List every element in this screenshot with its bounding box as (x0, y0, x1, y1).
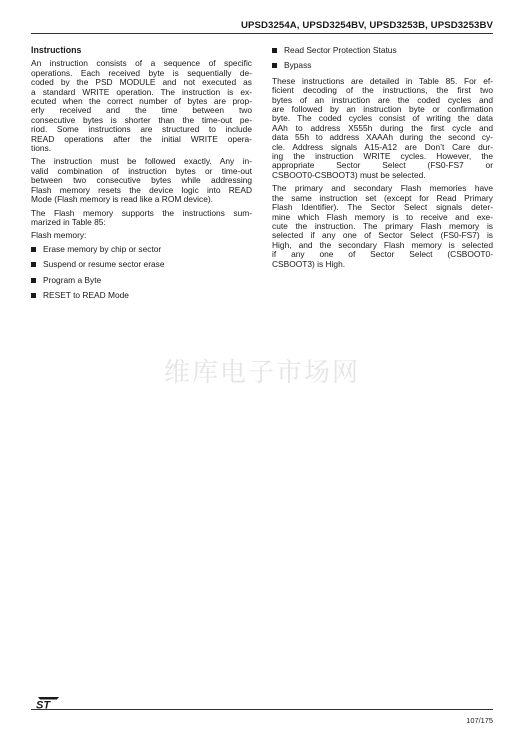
left-column (31, 46, 252, 306)
st-logo-text: ST (36, 699, 51, 709)
text-line: These instructions are detailed in Table 85. For ef- (272, 75, 493, 86)
right-column (272, 46, 493, 273)
text-line: mine which Flash memory is to receive and exe- (272, 211, 493, 222)
text-line: bytes of an instruction are the coded cycles and (272, 94, 493, 105)
text-line: The primary and secondary Flash memories have (272, 183, 493, 194)
text-line: cle. Address signals A15-A12 are Don’t Care dur- (272, 141, 493, 152)
paragraph-flash-support (31, 209, 252, 228)
text-line: Flash memory resets the device logic into READ (31, 184, 252, 195)
page-number: 107/175 (466, 716, 493, 725)
list-item-label: Bypass (284, 60, 312, 71)
watermark-text: 维库电子市场网 (163, 358, 360, 388)
text-line: the same instruction set (except for Read Primary (272, 192, 493, 203)
paragraph-primary-secondary-flash (272, 184, 493, 269)
text-line: between two consecutive bytes while addressing (31, 175, 252, 186)
paragraph-instruction-overview (31, 59, 252, 153)
text-line: The instruction must be followed exactly. Any in- (31, 156, 252, 167)
page-header-title: UPSD3254A, UPSD3254BV, UPSD3253B, UPSD3253BV (240, 20, 493, 31)
list-item-label: RESET to READ Mode (43, 289, 129, 300)
flash-instruction-list-continued (272, 46, 493, 71)
text-line: appropriate Sector Select (FS0-FS7 or (272, 160, 493, 171)
text-line: a standard WRITE operation. The instruction is ex- (31, 86, 252, 97)
text-line: READ operations after the initial WRITE opera- (31, 133, 252, 144)
list-item (31, 260, 252, 269)
square-bullet-icon (272, 48, 277, 53)
list-item (272, 46, 493, 55)
list-item-label: Program a Byte (43, 274, 102, 285)
text-line: CSBOOT3) is High. (272, 258, 346, 269)
list-item (31, 245, 252, 254)
text-line: Flash Identifier). The Sector Select signals deter- (272, 202, 493, 213)
text-line: ing the instruction WRITE cycles. However, the (272, 151, 493, 162)
text-line: selected if any one of Sector Select (FS0-FS7) is (272, 230, 493, 241)
square-bullet-icon (31, 278, 36, 283)
text-line: erly received and the time between two (31, 105, 252, 116)
text-line: byte. The coded cycles consist of writing the data (272, 113, 493, 124)
text-line: if any one of Sector Select (CSBOOT0- (272, 249, 493, 260)
text-line: ficient decoding of the instructions, the first two (272, 85, 493, 96)
list-item-label: Read Sector Protection Status (284, 45, 397, 55)
list-item (31, 276, 252, 285)
square-bullet-icon (272, 63, 277, 68)
flash-memory-list-intro: Flash memory: (31, 230, 87, 241)
list-item-label: Erase memory by chip or sector (43, 243, 162, 254)
list-item (31, 291, 252, 300)
square-bullet-icon (31, 262, 36, 267)
text-line: High, and the secondary Flash memory is selected (272, 239, 493, 250)
flash-instruction-list (31, 245, 252, 301)
text-line: valid combination of instruction bytes or time-out (31, 165, 252, 176)
text-line: data 55h to address XAAAh during the second cy- (272, 132, 493, 143)
paragraph-instruction-exactness (31, 157, 252, 204)
text-line: are followed by an instruction byte or confirmation (272, 104, 493, 115)
square-bullet-icon (31, 293, 36, 298)
square-bullet-icon (31, 247, 36, 252)
text-line: The Flash memory supports the instructions sum- (31, 207, 252, 218)
footer-divider (31, 709, 493, 710)
text-line: ecuted when the correct number of bytes are prop- (31, 96, 252, 107)
text-line: AAh to address X555h during the first cycle and (272, 122, 493, 133)
text-line: Mode (Flash memory is read like a ROM device). (31, 194, 213, 205)
text-line: CSBOOT0-CSBOOT3) must be selected. (272, 169, 426, 180)
list-item (272, 61, 493, 70)
text-line: cute the instruction. The primary Flash memory is (272, 220, 493, 231)
text-line: marized in Table 85: (31, 216, 106, 227)
text-line: consecutive bytes is shorter than the time-out pe- (31, 114, 252, 125)
section-heading-instructions: Instructions (31, 45, 82, 55)
list-item-label: Suspend or resume sector erase (43, 259, 165, 270)
text-line: coded by the PSD MODULE and not executed as (31, 77, 252, 88)
text-line: An instruction consists of a sequence of specific (31, 58, 252, 69)
st-logo-icon (33, 697, 59, 709)
text-line: riod. Some instructions are structured to include (31, 124, 252, 135)
text-line: operations. Each received byte is sequentially de- (31, 67, 252, 78)
header-divider (31, 33, 493, 34)
paragraph-coded-cycles (272, 77, 493, 180)
text-line: tions. (31, 143, 52, 154)
